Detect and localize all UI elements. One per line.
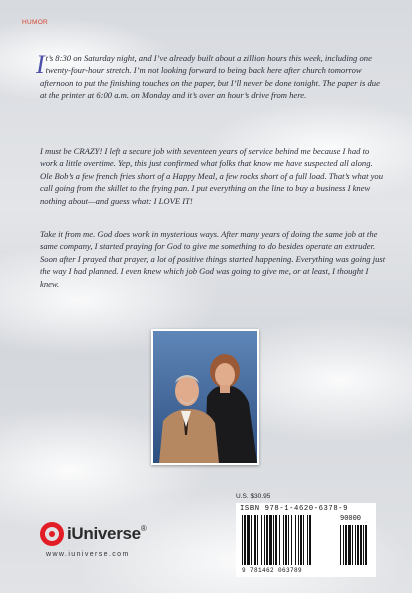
author-photo-image — [153, 331, 257, 463]
paragraph-2 — [40, 145, 386, 207]
paragraph-1-text: t’s 8:30 on Saturday night, and I’ve already built about a zillion hours this week, including one twenty-four-hour stretch. I’m not looking forward to being back here after church tomorrow afternoon to put the finishing touches on the paper, but I’ll never be done tonight. The paper is due at the printer at 6:00 a.m. on Monday and it’s over an hour’s drive from here. — [40, 53, 380, 101]
price-code-text: 90000 — [340, 515, 362, 523]
price-label: U.S. $30.95 — [236, 493, 271, 500]
publisher-url: www.iuniverse.com — [46, 551, 130, 558]
paragraph-3 — [40, 228, 386, 290]
barcode-number-text: 9 781462 063789 — [242, 567, 303, 574]
publisher-logo — [40, 520, 180, 570]
drop-cap: I — [36, 50, 45, 79]
paragraph-2-text: I must be CRAZY! I left a secure job with seventeen years of service behind me because I had to work a little overtime. Yep, this just confirmed what folks that know me have suspected all along. Ole Bob’s a few french fries short of a Happy Meal, a few rocks short of a full load. That’s what you call going from the skillet to the frying pan. I put everything on the line to buy a business I knew nothing about—and guess what: I LOVE IT! — [40, 146, 384, 206]
isbn-text: ISBN 978-1-4620-6378-9 — [240, 505, 349, 513]
paragraph-1 — [36, 50, 386, 102]
author-photo — [151, 329, 259, 465]
publisher-name: iUniverse® — [67, 524, 147, 543]
genre-label: HUMOR — [22, 19, 49, 26]
isbn-barcode — [236, 503, 376, 577]
barcode-bars — [236, 503, 376, 577]
paragraph-3-text: Take it from me. God does work in mysterious ways. After many years of doing the same job at the same company, I started praying for God to give me something to do besides operate an extruder. Soon after I prayed that prayer, a lot of positive things started happening. Everything was going just the way I had planned. I even knew which job God was going to give me, or at least, I thought I knew. — [40, 229, 386, 289]
iuniverse-logo-icon — [40, 522, 64, 546]
